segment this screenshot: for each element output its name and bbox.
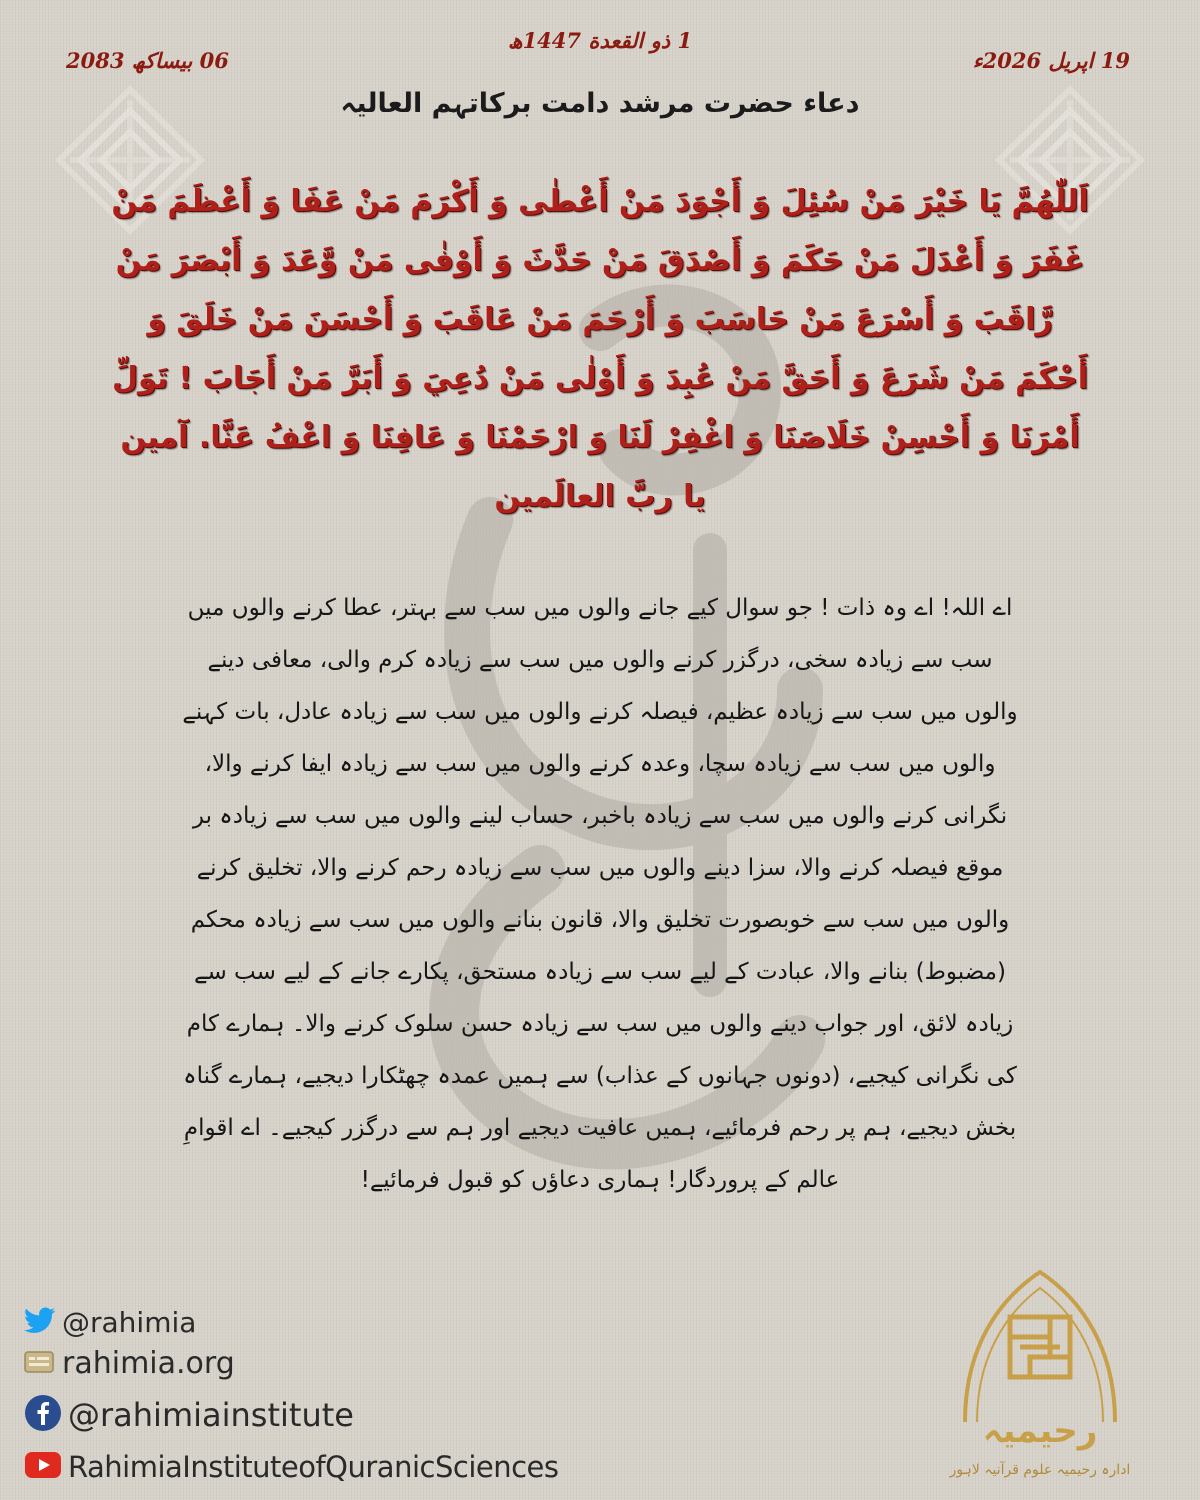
gregorian-date: 19 اپریل 2026ء bbox=[972, 48, 1130, 73]
facebook-row[interactable] bbox=[24, 1394, 354, 1436]
twitter-bird-icon bbox=[24, 1307, 56, 1339]
urdu-translation-text: اے اللہ! اے وہ ذات ! جو سوال کیے جانے والوں میں سب سے بہتر، عطا کرنے والوں میں سب سے زیادہ سخی، درگزر کرنے والوں میں سب سے زیادہ کرم والی، معافی دینے والوں میں سب سے زیادہ عظیم، فیصلہ کرنے والوں میں سب سے زیادہ عادل، بات کہنے والوں میں سب سے زیادہ سچا، وعدہ کرنے والوں میں سب سے زیادہ ایفا کرنے والا، نگرانی کرنے والوں میں سب سے زیادہ باخبر، حساب لینے والوں میں سب سے زیادہ بر موقع فیصلہ کرنے والا، سزا دینے والوں میں سب سے زیادہ رحم کرنے والا، تخلیق کرنے والوں میں سب سے خوبصورت تخلیق والا، قانون بنانے والوں میں سب سے زیادہ محکم (مضبوط) بنانے والا، عبادت کے لیے سب سے زیادہ مستحق، پکارے جانے کے لیے سب سے زیادہ لائق، اور جواب دینے والوں میں سب سے زیادہ حسن سلوک کرنے والا۔ ہمارے کام کی نگرانی کیجیے، (دونوں جہانوں کے عذاب) سے ہمیں عمدہ چھٹکارا دیجیے، ہمارے گناہ بخش دیجیے، ہم پر رحم فرمائیے، ہمیں عافیت دیجیے اور ہم سے درگزر کیجیے۔ اے اقوامِ عالم کے پروردگار! ہماری دعاؤں کو قبول فرمائیے! bbox=[182, 595, 1018, 1193]
hijri-date: 1 ذو القعدة 1447ھ bbox=[507, 28, 693, 53]
globe-web-icon bbox=[24, 1349, 56, 1379]
website-link[interactable]: rahimia.org bbox=[62, 1346, 235, 1381]
website-row[interactable] bbox=[24, 1346, 235, 1381]
bikrami-date: 06 بیساکھ 2083 bbox=[66, 48, 229, 73]
facebook-icon bbox=[24, 1394, 62, 1436]
arabic-prayer-text: اَللّٰھُمَّ يَا خَيْرَ مَنْ سُئِلَ وَ أَجْوَدَ مَنْ أَعْطٰى وَ أَكْرَمَ مَنْ عَفَا وَ أَعْظَمَ مَنْ غَفَرَ وَ أَعْدَلَ مَنْ حَكَمَ وَ أَصْدَقَ مَنْ حَدَّثَ وَ أَوْفٰى مَنْ وَّعَدَ وَ أَبْصَرَ مَنْ رَّاقَبَ وَ أَسْرَعَ مَنْ حَاسَبَ وَ أَرْحَمَ مَنْ عَاقَبَ وَ أَحْسَنَ مَنْ خَلَقَ وَ أَحْكَمَ مَنْ شَرَعَ وَ أَحَقَّ مَنْ عُبِدَ وَ أَوْلٰى مَنْ دُعِيَ وَ أَبَرَّ مَنْ أَجَابَ ! تَوَلِّ أَمْرَنَا وَ أَحْسِنْ خَلَاصَنَا وَ اغْفِرْ لَنَا وَ ارْحَمْنَا وَ عَافِنَا وَ اعْفُ عَنَّا. آمین یا ربَّ العالَمین bbox=[111, 184, 1089, 514]
youtube-play-icon bbox=[24, 1451, 62, 1483]
facebook-handle[interactable]: @rahimiainstitute bbox=[68, 1396, 354, 1434]
youtube-row[interactable] bbox=[24, 1450, 559, 1484]
youtube-channel[interactable]: RahimiaInstituteofQuranicSciences bbox=[68, 1450, 559, 1484]
institute-logo bbox=[905, 1262, 1175, 1490]
logo-subtitle: ادارہ رحیمیہ علوم قرآنیہ لاہور bbox=[949, 1462, 1131, 1478]
twitter-handle[interactable]: @rahimia bbox=[62, 1306, 197, 1339]
page-title: دعاء حضرت مرشد دامت برکاتہم العالیہ bbox=[340, 88, 860, 119]
logo-wordmark: رحیمیہ bbox=[982, 1411, 1098, 1451]
twitter-handle-row[interactable] bbox=[24, 1306, 196, 1339]
